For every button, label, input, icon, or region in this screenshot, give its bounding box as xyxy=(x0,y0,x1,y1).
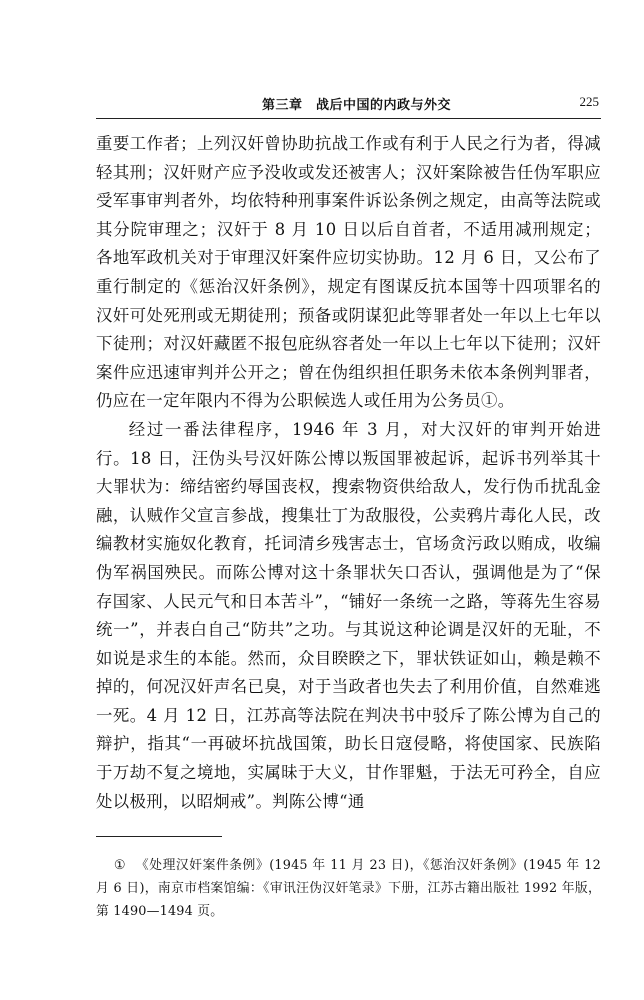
body-text xyxy=(96,130,601,816)
page-number: 225 xyxy=(579,94,599,109)
footnote-text: 《处理汉奸案件条例》(1945 年 11 月 23 日)，《惩治汉奸条例》(1945 年 12 月 6 日)，南京市档案馆编：《审讯汪伪汉奸笔录》下册，江苏古籍出版社 1992 年版，第 1490—1494 页。 xyxy=(96,858,601,919)
footnote-rule xyxy=(96,836,222,837)
paragraph: 经过一番法律程序，1946 年 3 月，对大汉奸的审判开始进行。18 日，汪伪头号汉奸陈公博以叛国罪被起诉，起诉书列举其十大罪状为：缔结密约辱国丧权，搜索物资供给敌人，发行伪币扰乱金融，认贼作父宣言参战，搜集壮丁为敌服役，公卖鸦片毒化人民，改编教材实施奴化教育，托词清乡残害志士，官场贪污政以贿成，收编伪军祸国殃民。而陈公博对这十条罪状矢口否认，强调他是为了“保存国家、人民元气和日本苦斗”，“铺好一条统一之路，等蒋先生容易统一”，并表白自己“防共”之功。与其说这种论调是汉奸的无耻，不如说是求生的本能。然而，众目睽睽之下，罪状铁证如山，赖是赖不掉的，何况汉奸声名已臭，对于当政者也失去了利用价值，自然难逃一死。4 月 12 日，江苏高等法院在判决书中驳斥了陈公博为自己的辩护，指其“一再破坏抗战国策，助长日寇侵略，将使国家、民族陷于万劫不复之境地，实属昧于大义，甘作罪魁，于法无可矜全，自应处以极刑，以昭炯戒”。判陈公博“通 xyxy=(96,419,601,811)
header-rule xyxy=(96,118,601,119)
running-header xyxy=(96,94,601,116)
footnote xyxy=(96,854,601,923)
chapter-title: 第三章 战后中国的内政与外交 xyxy=(262,98,452,113)
footnote-marker: ① xyxy=(113,858,126,873)
paragraph: 重要工作者；上列汉奸曾协助抗战工作或有利于人民之行为者，得减轻其刑；汉奸财产应予没收或发还被害人；汉奸案除被告任伪军职应受军事审判者外，均依特种刑事案件诉讼条例之规定，由高等法院或其分院审理之；汉奸于 8 月 10 日以后自首者，不适用减刑规定；各地军政机关对于审理汉奸案件应切实协助。12 月 6 日，又公布了重行制定的《惩治汉奸条例》，规定有图谋反抗本国等十四项罪名的汉奸可处死刑或无期徒刑；预备或阴谋犯此等罪者处一年以上七年以下徒刑；对汉奸藏匿不报包庇纵容者处一年以上七年以下徒刑；汉奸案件应迅速审判并公开之；曾在伪组织担任职务未依本条例判罪者，仍应在一定年限内不得为公职候选人或任用为公务员①。 xyxy=(96,134,601,411)
